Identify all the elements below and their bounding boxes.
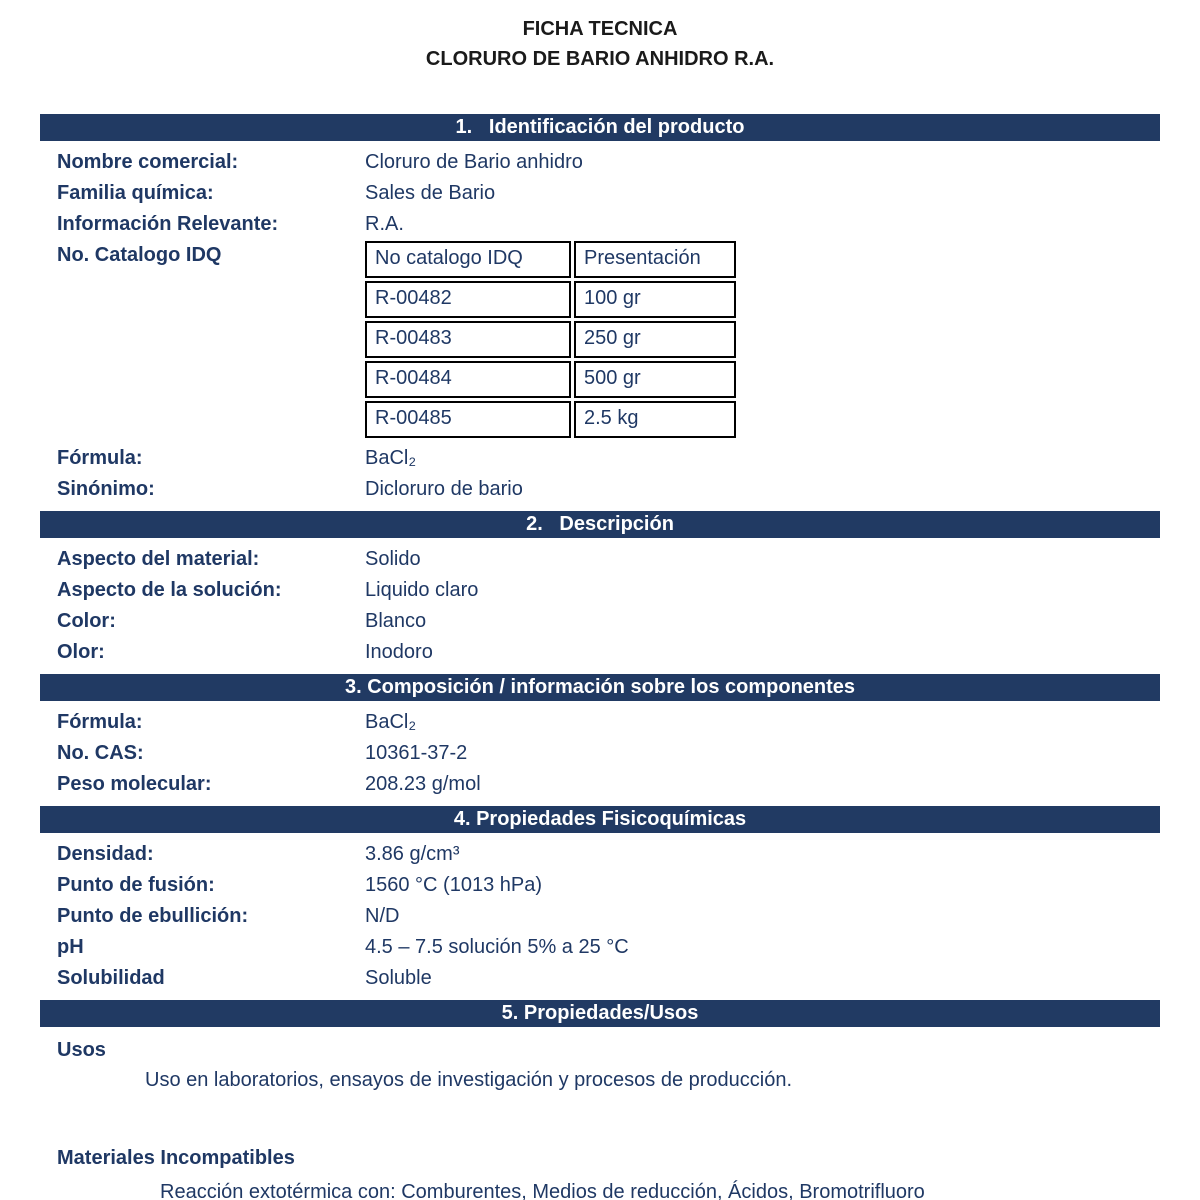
section-header-label: 2. Descripción (526, 513, 674, 535)
section-header-propiedades-usos (40, 1000, 1160, 1027)
field-value: Blanco (365, 610, 427, 632)
section-5-body (40, 1027, 1160, 1200)
section-header-label: 3. Composición / información sobre los componentes (344, 676, 856, 698)
field-row-peso-molecular (57, 769, 1160, 800)
field-value: Sales de Bario (365, 182, 496, 204)
field-label: Fórmula: (57, 447, 143, 469)
field-label: Familia química: (57, 182, 214, 204)
table-row (365, 361, 736, 398)
table-cell: 250 gr (574, 321, 736, 358)
field-label: Peso molecular: (57, 773, 212, 795)
field-label: Punto de fusión: (57, 874, 215, 896)
field-label: Color: (57, 610, 116, 632)
table-cell: R-00483 (365, 321, 571, 358)
field-value: BaCl₂ (365, 447, 417, 469)
field-row-aspecto-material (57, 544, 1160, 575)
section-header-identificacion (40, 114, 1160, 141)
table-row (365, 281, 736, 318)
field-value: Soluble (365, 967, 432, 989)
catalog-table (362, 238, 739, 441)
field-label: Punto de ebullición: (57, 905, 249, 927)
field-label: pH (57, 936, 84, 958)
usos-paragraph: Uso en laboratorios, ensayos de investigación y procesos de producción. (145, 1069, 793, 1091)
table-cell: 500 gr (574, 361, 736, 398)
field-value: 4.5 – 7.5 solución 5% a 25 °C (365, 936, 629, 958)
table-header-row (365, 241, 736, 278)
field-value: 3.86 g/cm³ (365, 843, 460, 865)
document-title-line2: CLORURO DE BARIO ANHIDRO R.A. (425, 48, 775, 70)
section-header-propiedades-fisicoquimicas (40, 806, 1160, 833)
materiales-heading: Materiales Incompatibles (57, 1147, 295, 1169)
table-cell: R-00485 (365, 401, 571, 438)
field-row-solubilidad (57, 963, 1160, 994)
section-header-composicion (40, 674, 1160, 701)
section-header-label: 5. Propiedades/Usos (501, 1002, 699, 1024)
table-cell: R-00484 (365, 361, 571, 398)
field-label: Olor: (57, 641, 105, 663)
section-2-body (40, 538, 1160, 674)
field-label: Sinónimo: (57, 478, 155, 500)
field-row-punto-ebullicion (57, 901, 1160, 932)
field-value: 1560 °C (1013 hPa) (365, 874, 543, 896)
field-row-formula-3 (57, 707, 1160, 738)
field-row-informacion-relevante (57, 209, 1160, 240)
field-row-olor (57, 637, 1160, 668)
section-header-label: 1. Identificación del producto (455, 116, 745, 138)
section-header-label: 4. Propiedades Fisicoquímicas (453, 808, 747, 830)
usos-heading: Usos (57, 1039, 106, 1061)
table-header-cell: No catalogo IDQ (365, 241, 571, 278)
field-value: N/D (365, 905, 400, 927)
field-label: Solubilidad (57, 967, 165, 989)
field-label: Fórmula: (57, 711, 143, 733)
field-value: Inodoro (365, 641, 433, 663)
materiales-paragraph: Reacción extotérmica con: Comburentes, Medios de reducción, Ácidos, Bromotrifluoro (160, 1181, 925, 1200)
section-1-body (40, 141, 1160, 511)
table-cell: R-00482 (365, 281, 571, 318)
table-header-cell: Presentación (574, 241, 736, 278)
spacer (40, 1095, 1160, 1143)
field-row-color (57, 606, 1160, 637)
field-row-aspecto-solucion (57, 575, 1160, 606)
table-row (365, 401, 736, 438)
field-label: Aspecto de la solución: (57, 579, 282, 601)
field-value: Solido (365, 548, 421, 570)
field-row-ph (57, 932, 1160, 963)
section-header-descripcion (40, 511, 1160, 538)
field-value: Liquido claro (365, 579, 479, 601)
field-row-densidad (57, 839, 1160, 870)
field-value: BaCl₂ (365, 711, 417, 733)
table-cell: 2.5 kg (574, 401, 736, 438)
field-row-catalogo (57, 240, 1160, 443)
table-row (365, 321, 736, 358)
field-label: Información Relevante: (57, 213, 279, 235)
field-value: Cloruro de Bario anhidro (365, 151, 583, 173)
field-row-punto-fusion (57, 870, 1160, 901)
field-row-cas (57, 738, 1160, 769)
document-title-line1: FICHA TECNICA (522, 18, 678, 40)
field-label: Densidad: (57, 843, 154, 865)
catalog-table-wrap (365, 240, 739, 443)
field-row-nombre-comercial (57, 147, 1160, 178)
field-label: No. CAS: (57, 742, 144, 764)
field-label: Aspecto del material: (57, 548, 260, 570)
field-row-formula (57, 443, 1160, 474)
field-value: 10361-37-2 (365, 742, 468, 764)
field-label: Nombre comercial: (57, 151, 239, 173)
section-3-body (40, 701, 1160, 806)
field-row-familia-quimica (57, 178, 1160, 209)
field-value: Dicloruro de bario (365, 478, 523, 500)
field-row-sinonimo (57, 474, 1160, 505)
field-value: R.A. (365, 213, 404, 235)
field-label: No. Catalogo IDQ (57, 244, 222, 266)
field-value: 208.23 g/mol (365, 773, 481, 795)
document-title (40, 14, 1160, 74)
section-4-body (40, 833, 1160, 1000)
table-cell: 100 gr (574, 281, 736, 318)
